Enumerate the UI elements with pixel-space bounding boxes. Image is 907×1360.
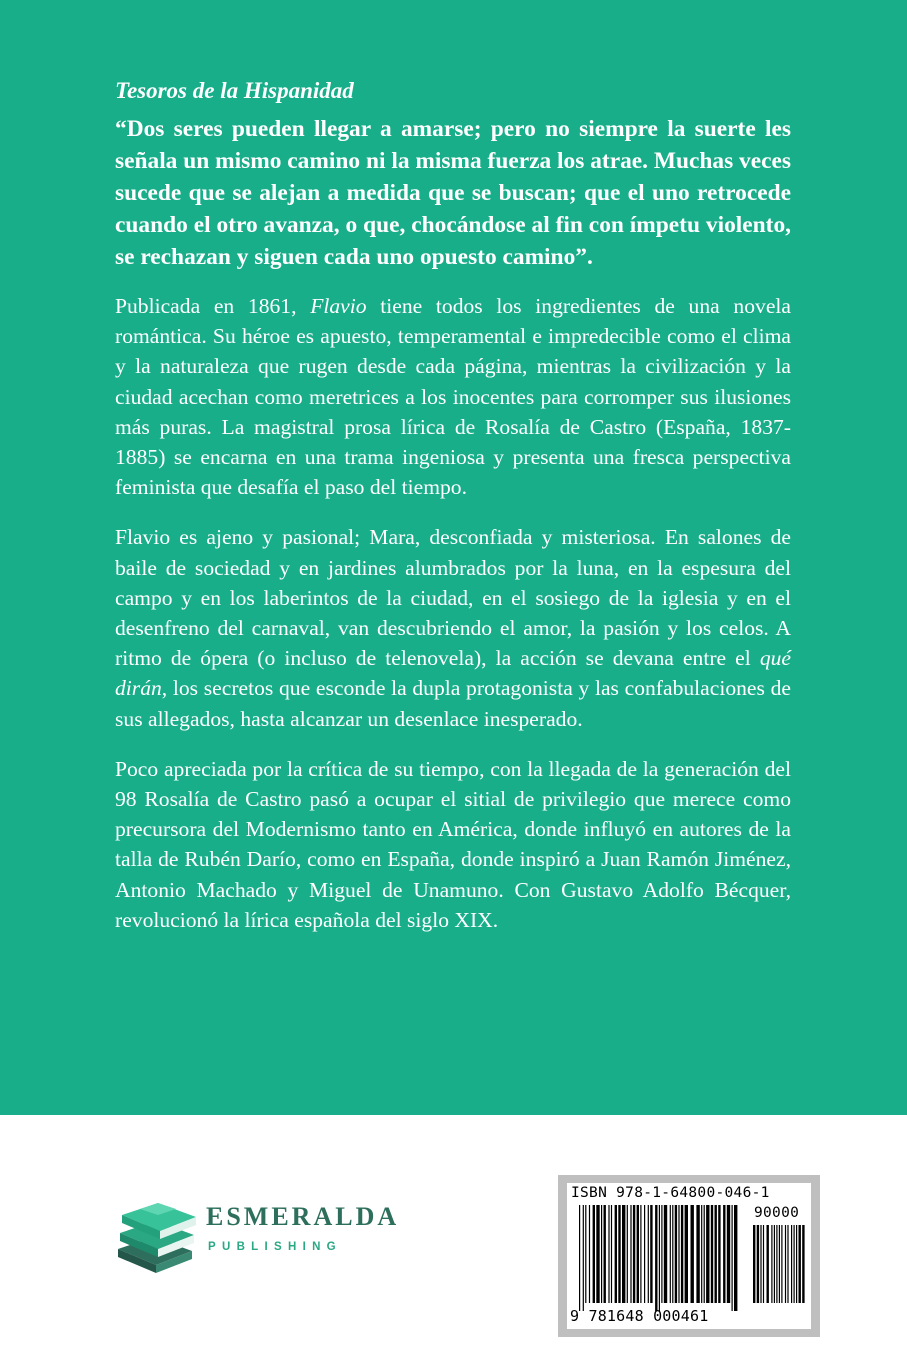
paragraph-3: Poco apreciada por la crítica de su tiempo, con la llegada de la generación del 98 Rosalía de Castro pasó a ocupar el sitial de privilegio que merece como precursora del Modernismo tanto en América, donde influyó en autores de la talla de Rubén Darío, como en España, donde inspiró a Juan Ramón Jiménez, Antonio Machado y Miguel de Unamuno. Con Gustavo Adolfo Bécquer, revolucionó la lírica española del siglo XIX.	[115, 756, 791, 932]
ean-digits: 9 781648 000461	[570, 1307, 709, 1325]
isbn-text: ISBN 978-1-64800-046-1	[571, 1185, 770, 1201]
publisher-name: ESMERALDA	[206, 1202, 400, 1231]
price-addon-text: 90000	[754, 1205, 800, 1221]
epigraph-quote: “Dos seres pueden llegar a amarse; pero no siempre la suerte les señala un mismo camino ni la misma fuerza los atrae. Muchas veces sucede que se alejan a medida que se buscan; que el uno retrocede cuando el otro avanza, o que, chocándose al fin con ímpetu violento, se rechazan y siguen cada uno opuesto camino”.	[115, 116, 791, 270]
barcode-box	[558, 1175, 820, 1337]
book-title: Flavio	[310, 294, 367, 318]
series-title: Tesoros de la Hispanidad	[115, 78, 354, 103]
emphasis-que-diran: qué dirán	[115, 646, 791, 701]
paragraph-2: Flavio es ajeno y pasional; Mara, desconfiada y misteriosa. En salones de baile de sociedad y en jardines alumbrados por la luna, en la espesura del campo y en los laberintos de la ciudad, en el sosiego de la iglesia y en el desenfreno del carnaval, van descubriendo el amor, la pasión y los celos. A ritmo de ópera (o incluso de telenovela), la acción se devana entre el qué dirán, los secretos que esconde la dupla protagonista y las confabulaciones de sus allegados, hasta alcanzar un desenlace inesperado.	[115, 525, 791, 731]
paragraph-1: Publicada en 1861, Flavio tiene todos los ingredientes de una novela romántica. Su héroe es apuesto, temperamental e impredecible como el clima y la naturaleza que rugen desde cada página, mientras la civilización y la ciudad acechan como meretrices a los inocentes para corromper sus ilusiones más puras. La magistral prosa lírica de Rosalía de Castro (España, 1837-1885) se encarna en una trama ingeniosa y presenta una fresca perspectiva feminista que desafía el paso del tiempo.	[115, 294, 791, 500]
publisher-logo	[110, 1195, 410, 1275]
books-stack-icon	[110, 1195, 202, 1275]
blurb-content	[115, 74, 791, 955]
barcode-label	[567, 1183, 811, 1329]
publisher-subtitle: PUBLISHING	[208, 1241, 342, 1253]
